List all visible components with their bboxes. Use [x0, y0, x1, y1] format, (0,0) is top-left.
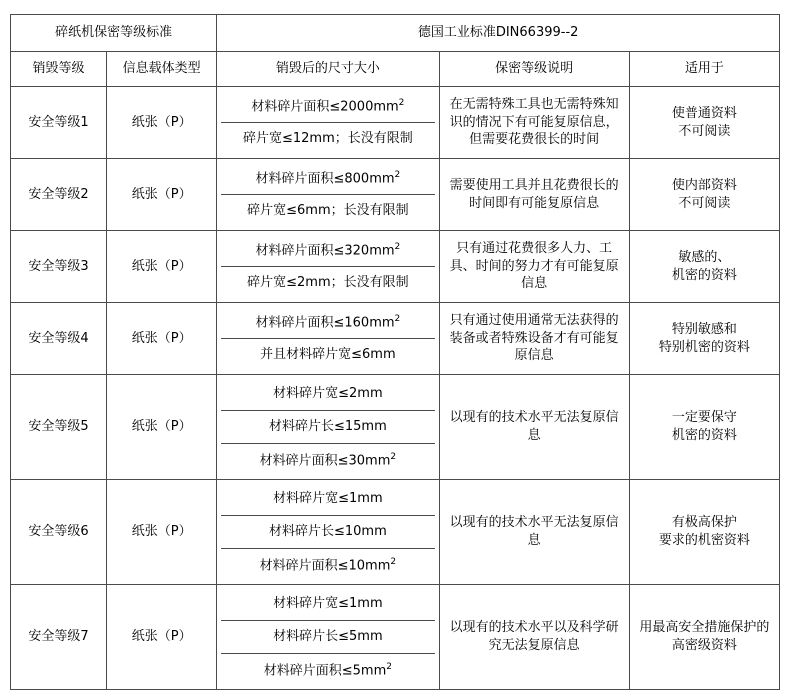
cell-size: 材料碎片面积$\le 30mm^2$	[259, 451, 397, 468]
cell-level: 安全等级5	[11, 375, 107, 480]
table-title-row	[11, 15, 780, 52]
table-row	[11, 159, 780, 231]
cell-size: 材料碎片面积$\le 2000mm^2$	[221, 90, 434, 123]
table-header-row	[11, 52, 780, 87]
cell-application: 使普通资料 不可阅读	[629, 87, 779, 159]
cell-description: 以现有的技术水平无法复原信息	[439, 480, 629, 585]
table-row	[11, 585, 780, 690]
cell-application: 用最高安全措施保护的高密级资料	[629, 585, 779, 690]
column-header-media: 信息载体类型	[107, 52, 217, 87]
cell-description: 以现有的技术水平无法复原信息	[439, 375, 629, 480]
cell-media-type: 纸张（P）	[107, 480, 217, 585]
table-row	[11, 303, 780, 375]
cell-size-group	[217, 231, 439, 303]
cell-description: 以现有的技术水平以及科学研究无法复原信息	[439, 585, 629, 690]
cell-media-type: 纸张（P）	[107, 159, 217, 231]
cell-level: 安全等级4	[11, 303, 107, 375]
cell-size: 材料碎片长≤15mm	[221, 411, 434, 444]
title-right: 德国工业标准DIN66399--2	[217, 15, 780, 52]
cell-size: 材料碎片宽≤1mm	[221, 588, 434, 621]
cell-media-type: 纸张（P）	[107, 585, 217, 690]
cell-level: 安全等级1	[11, 87, 107, 159]
cell-size: 材料碎片宽≤1mm	[221, 483, 434, 516]
table-row	[11, 375, 780, 480]
cell-size-group	[217, 87, 439, 159]
cell-size-group	[217, 585, 439, 690]
cell-media-type: 纸张（P）	[107, 375, 217, 480]
cell-media-type: 纸张（P）	[107, 231, 217, 303]
cell-size: 材料碎片面积$\le 10mm^2$	[259, 556, 397, 573]
cell-size: 材料碎片面积$\le 800mm^2$	[221, 162, 434, 195]
cell-application: 有极高保护 要求的机密资料	[629, 480, 779, 585]
title-left: 碎纸机保密等级标准	[11, 15, 217, 52]
cell-size: 材料碎片面积$\le 5mm^2$	[263, 661, 392, 678]
cell-media-type: 纸张（P）	[107, 303, 217, 375]
table-row	[11, 87, 780, 159]
cell-level: 安全等级6	[11, 480, 107, 585]
cell-size: 碎片宽≤2mm；长没有限制	[247, 275, 409, 291]
cell-application: 一定要保守 机密的资料	[629, 375, 779, 480]
cell-size: 材料碎片面积$\le 320mm^2$	[221, 234, 434, 267]
cell-size: 材料碎片长≤5mm	[221, 621, 434, 654]
cell-application: 敏感的、 机密的资料	[629, 231, 779, 303]
cell-size: 材料碎片面积$\le 160mm^2$	[221, 306, 434, 339]
cell-description: 需要使用工具并且花费很长的时间即有可能复原信息	[439, 159, 629, 231]
cell-size: 材料碎片宽≤2mm	[221, 378, 434, 411]
cell-level: 安全等级3	[11, 231, 107, 303]
cell-application: 使内部资料 不可阅读	[629, 159, 779, 231]
cell-description: 只有通过使用通常无法获得的装备或者特殊设备才有可能复原信息	[439, 303, 629, 375]
cell-size-group	[217, 375, 439, 480]
table-row	[11, 231, 780, 303]
cell-level: 安全等级7	[11, 585, 107, 690]
cell-level: 安全等级2	[11, 159, 107, 231]
column-header-description: 保密等级说明	[439, 52, 629, 87]
cell-description: 在无需特殊工具也无需特殊知识的情况下有可能复原信息，但需要花费很长的时间	[439, 87, 629, 159]
column-header-level: 销毁等级	[11, 52, 107, 87]
column-header-application: 适用于	[629, 52, 779, 87]
cell-size-group	[217, 303, 439, 375]
cell-size-group	[217, 159, 439, 231]
cell-size-group	[217, 480, 439, 585]
cell-size: 并且材料碎片宽≤6mm	[260, 347, 396, 363]
cell-size: 碎片宽≤6mm；长没有限制	[247, 203, 409, 219]
shredder-security-standard-table	[10, 14, 780, 690]
cell-media-type: 纸张（P）	[107, 87, 217, 159]
cell-size: 材料碎片长≤10mm	[221, 516, 434, 549]
column-header-size: 销毁后的尺寸大小	[217, 52, 439, 87]
cell-application: 特别敏感和 特别机密的资料	[629, 303, 779, 375]
cell-description: 只有通过花费很多人力、工具、时间的努力才有可能复原信息	[439, 231, 629, 303]
cell-size: 碎片宽≤12mm；长没有限制	[243, 131, 413, 147]
table-row	[11, 480, 780, 585]
